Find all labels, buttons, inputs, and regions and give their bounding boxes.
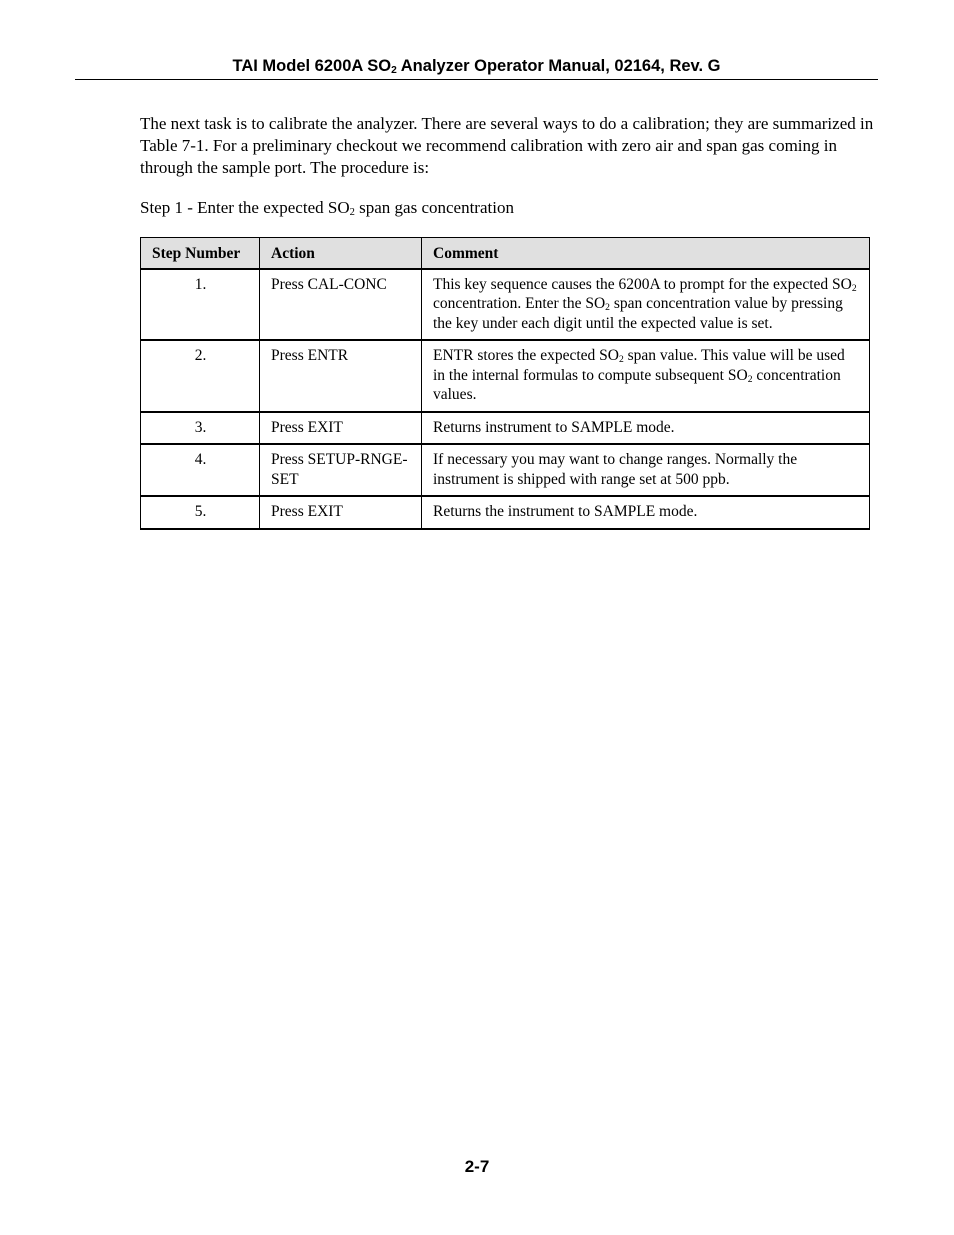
comment-cell: Returns the instrument to SAMPLE mode. — [422, 496, 870, 529]
comment-text: span value. This value will be used in the internal formulas to compute subsequent SO — [433, 347, 845, 384]
header-title-subscript: 2 — [391, 65, 397, 77]
table-row — [141, 496, 870, 529]
comment-text: span concentration value by pressing the key under each digit until the expected value is set. — [433, 295, 843, 332]
header-comment: Comment — [422, 238, 870, 269]
action-cell: Press EXIT — [260, 412, 422, 445]
header-step-number: Step Number — [141, 238, 260, 269]
step-title-text-suffix: span gas concentration — [354, 198, 514, 217]
table-row — [141, 269, 870, 341]
intro-paragraph: The next task is to calibrate the analyzer. There are several ways to do a calibration; they are summarized in Table 7-1. For a preliminary checkout we recommend calibration with zero air and span gas coming in through the sample port. The procedure is: — [140, 114, 874, 177]
table-row — [141, 412, 870, 445]
comment-cell: Returns instrument to SAMPLE mode. — [422, 412, 870, 445]
action-cell: Press ENTR — [260, 340, 422, 412]
table-header-row — [141, 238, 870, 269]
comment-cell — [422, 340, 870, 412]
step-number-cell: 2. — [141, 340, 260, 412]
comment-subscript: 2 — [605, 301, 610, 313]
header-title-text: TAI Model 6200A SO — [232, 57, 392, 75]
step-title — [140, 197, 880, 219]
header-action: Action — [260, 238, 422, 269]
page-header-title — [75, 57, 878, 76]
comment-cell: If necessary you may want to change ranges. Normally the instrument is shipped with range set at 500 ppb. — [422, 444, 870, 496]
step-title-text: Step 1 - Enter the expected SO — [140, 198, 350, 217]
header-title-text-suffix: Analyzer Operator Manual, 02164, Rev. G — [396, 57, 721, 75]
action-cell: Press EXIT — [260, 496, 422, 529]
step-number-cell: 3. — [141, 412, 260, 445]
page-number: 2-7 — [464, 1157, 490, 1176]
comment-text: concentration. Enter the SO — [433, 295, 606, 312]
comment-text: concentration values. — [433, 366, 841, 403]
comment-cell — [422, 269, 870, 341]
calibration-steps-table — [140, 237, 870, 530]
step-number-cell: 4. — [141, 444, 260, 496]
comment-subscript: 2 — [851, 282, 857, 294]
action-cell: Press SETUP-RNGE-SET — [260, 444, 422, 496]
table-row — [141, 444, 870, 496]
comment-text: ENTR stores the expected SO — [433, 347, 619, 364]
step-number-cell: 1. — [141, 269, 260, 341]
header-divider — [75, 79, 878, 80]
action-cell: Press CAL-CONC — [260, 269, 422, 341]
step-number-cell: 5. — [141, 496, 260, 529]
comment-subscript: 2 — [747, 373, 753, 385]
comment-subscript: 2 — [618, 353, 624, 365]
step-title-subscript: 2 — [349, 207, 355, 219]
table-row — [141, 340, 870, 412]
comment-text: This key sequence causes the 6200A to prompt for the expected SO — [433, 275, 852, 293]
